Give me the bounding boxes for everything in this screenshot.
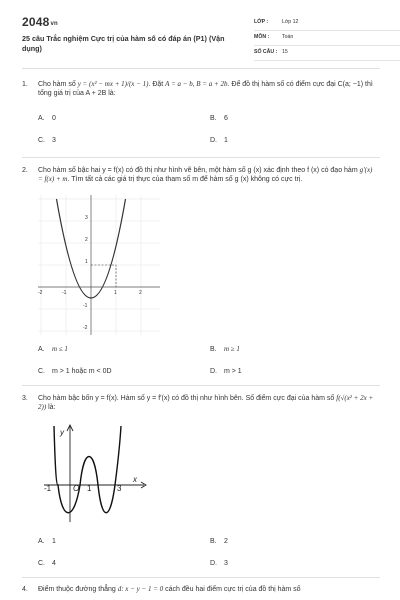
question-number: 2. <box>22 167 28 174</box>
info-label: MÔN : <box>254 34 270 41</box>
text-part: Cho hàm số bậc hai y = f(x) có đồ thị như hình vẽ bên, một hàm số g (x) xác định theo f (x) có đạo hàm <box>38 167 360 174</box>
text-part: là: <box>46 404 56 412</box>
option-label: A. <box>38 538 45 545</box>
option-a[interactable] <box>38 114 56 123</box>
option-b[interactable] <box>210 537 228 546</box>
math-expression: g'(x) = f(x) + m <box>38 166 373 184</box>
question-divider <box>22 157 380 158</box>
info-row-subject <box>254 31 400 46</box>
option-text: 1 <box>224 137 228 144</box>
question-number: 3. <box>22 395 28 402</box>
y-tick-label: -1 <box>83 303 88 309</box>
info-row-count <box>254 46 400 61</box>
guide-dashed-lines <box>91 265 116 287</box>
math-expression: y = (x² − mx + 1)/(x − 1) <box>77 80 149 88</box>
info-row-class <box>254 16 400 31</box>
question-2 <box>22 166 382 185</box>
x-tick-label: -1 <box>62 290 67 296</box>
x-tick-label: 2 <box>139 290 142 296</box>
text-part: Điểm thuộc đường thẳng <box>38 586 118 593</box>
derivative-curve <box>54 426 121 513</box>
option-label: A. <box>38 346 45 353</box>
option-text: 3 <box>224 560 228 567</box>
option-label: C. <box>38 368 45 375</box>
info-value: 15 <box>282 49 288 56</box>
option-b[interactable] <box>210 114 228 123</box>
y-tick-label: 1 <box>85 259 88 265</box>
option-text: 0 <box>52 115 56 122</box>
y-axis-label: y <box>60 428 64 437</box>
option-text: 1 <box>52 538 56 545</box>
text-part: cách đều hai điểm cực trị của đồ thị hàm số <box>163 586 301 593</box>
option-label: B. <box>210 538 217 545</box>
option-text: m ≥ 1 <box>224 345 240 353</box>
x-axis-label: x <box>133 475 137 484</box>
option-label: C. <box>38 560 45 567</box>
y-tick-label: -2 <box>83 325 88 331</box>
header-divider <box>22 68 380 69</box>
text-part: . Đặt <box>148 81 166 88</box>
option-text: m > 1 <box>224 368 242 375</box>
option-a[interactable] <box>38 345 68 354</box>
text-part: Cho hàm bậc bốn y = f(x). Hàm số y = f'(x) có đồ thị như hình bên. Số điểm cực đại của hàm số <box>38 395 337 402</box>
option-text: 3 <box>52 137 56 144</box>
math-expression: d: x − y − 1 = 0 <box>117 585 164 593</box>
question-number: 1. <box>22 81 28 88</box>
text-part: . Tìm tất cả các giá trị thực của tham số m để hàm số g (x) không có cực trị. <box>67 176 303 184</box>
tick-label: -1 <box>44 484 52 493</box>
site-logo[interactable] <box>22 14 58 30</box>
info-label: SỐ CÂU : <box>254 49 278 56</box>
option-label: B. <box>210 115 217 122</box>
option-c[interactable] <box>38 559 56 568</box>
question-4 <box>22 585 382 594</box>
tick-label: 3 <box>117 484 122 493</box>
option-d[interactable] <box>210 559 228 568</box>
question-divider <box>22 385 380 386</box>
tick-label: 1 <box>87 484 92 493</box>
option-text: m > 1 hoặc m < 0D <box>52 368 112 375</box>
question-divider <box>22 577 380 578</box>
info-panel <box>254 16 400 61</box>
option-label: D. <box>210 137 217 144</box>
question-number: 4. <box>22 586 28 593</box>
math-expression: A = a − b, B = a + 2b <box>165 80 228 88</box>
option-d[interactable] <box>210 136 228 145</box>
question-text <box>38 166 378 185</box>
math-expression: f(√(x² + 2x + 2)) <box>38 394 374 412</box>
info-value: Lớp 12 <box>282 19 299 26</box>
option-text: 4 <box>52 560 56 567</box>
question-3 <box>22 394 382 413</box>
option-c[interactable] <box>38 367 112 376</box>
option-label: A. <box>38 115 45 122</box>
logo-text: 2048 <box>22 15 50 29</box>
document-title: 25 câu Trắc nghiệm Cực trị của hàm số có đáp án (P1) (Vận dụng) <box>22 34 225 54</box>
parabola-graph <box>38 195 160 335</box>
origin-label: O <box>73 484 80 493</box>
derivative-graph <box>40 422 150 525</box>
option-a[interactable] <box>38 537 56 546</box>
option-text: 6 <box>224 115 228 122</box>
x-tick-label: 1 <box>114 290 117 296</box>
option-b[interactable] <box>210 345 240 354</box>
text-part: Cho hàm số <box>38 81 78 88</box>
question-1 <box>22 80 382 144</box>
option-text: 2 <box>224 538 228 545</box>
option-label: D. <box>210 560 217 567</box>
option-c[interactable] <box>38 136 56 145</box>
logo-suffix: vn <box>50 21 58 27</box>
info-label: LỚP : <box>254 19 269 26</box>
option-label: B. <box>210 346 217 353</box>
option-label: D. <box>210 368 217 375</box>
document-header <box>22 14 382 60</box>
option-d[interactable] <box>210 367 242 376</box>
x-tick-label: -2 <box>38 290 43 296</box>
info-value: Toán <box>282 34 294 41</box>
question-text <box>38 585 378 594</box>
y-tick-label: 3 <box>85 215 88 221</box>
y-tick-label: 2 <box>85 237 88 243</box>
text-part: . Để đồ thị hàm số có điểm cực đại C(a; −1) thì tổng giá trị của A + 2B là: <box>38 81 373 98</box>
option-text: m ≤ 1 <box>52 345 68 353</box>
option-label: C. <box>38 137 45 144</box>
question-text <box>38 80 378 99</box>
question-text <box>38 394 378 413</box>
